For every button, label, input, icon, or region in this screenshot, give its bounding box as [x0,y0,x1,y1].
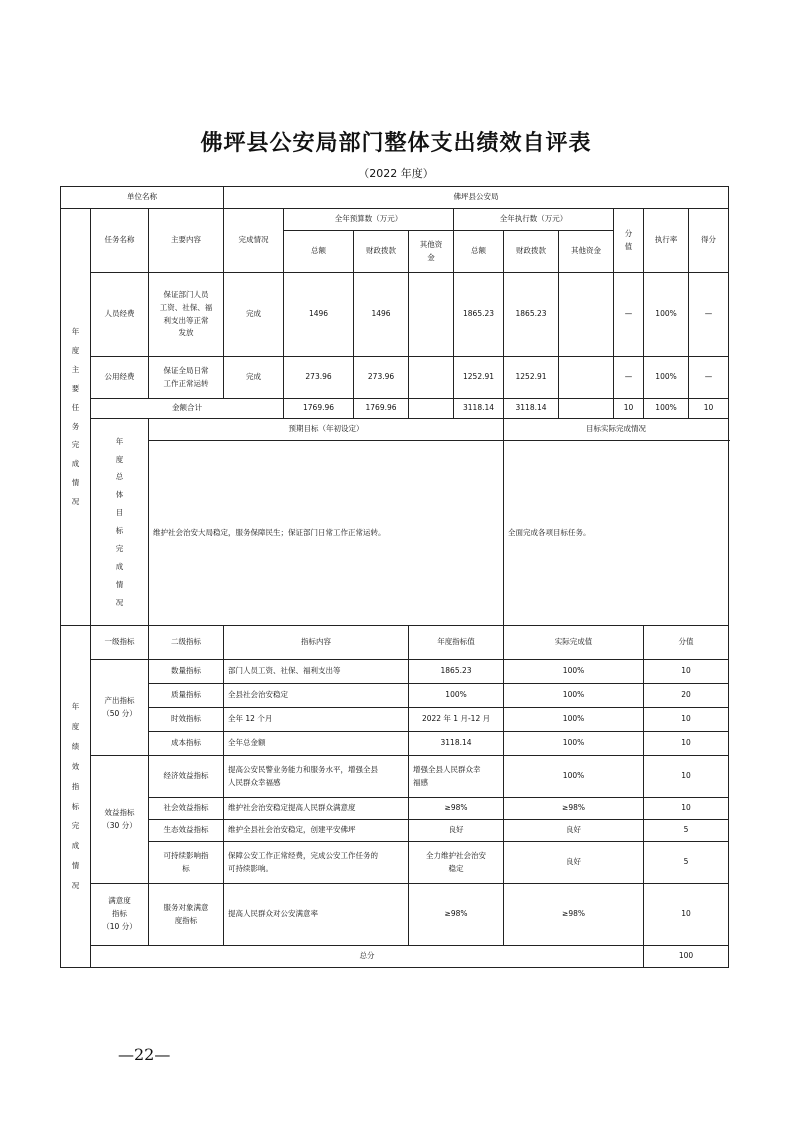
indicator-value: 5 [644,842,729,884]
level2-label: 生态效益指标 [149,820,224,842]
score-value: — [614,273,644,357]
actual-value: ≥98% [504,798,644,820]
indicator-content: 部门人员工资、社保、福利支出等 [224,660,409,684]
header-budget-total: 总额 [284,231,354,273]
header-task-name: 任务名称 [91,209,149,273]
indicator-value: 10 [644,884,729,946]
score: — [689,357,729,399]
indicator-value: 10 [644,708,729,732]
budget-other [409,357,454,399]
header-score: 得分 [689,209,729,273]
budget-fiscal: 1496 [354,273,409,357]
header-level1: 一级指标 [91,626,149,660]
header-actual-value: 实际完成值 [504,626,644,660]
header-exec-group: 全年执行数（万元） [454,209,614,231]
output-indicator-label: 产出指标 （50 分） [91,660,149,756]
header-budget-other: 其他资 金 [409,231,454,273]
indicator-value: 10 [644,798,729,820]
indicator-content: 保障公安工作正常经费，完成公安工作任务的 可持续影响。 [224,842,409,884]
indicator-content: 全年 12 个月 [224,708,409,732]
satisfaction-indicator-label: 满意度 指标 （10 分） [91,884,149,946]
level2-label: 服务对象满意 度指标 [149,884,224,946]
actual-value: 100% [504,660,644,684]
exec-fiscal: 1865.23 [504,273,559,357]
header-score-value: 分 值 [614,209,644,273]
indicator-value: 10 [644,756,729,798]
annual-target: ≥98% [409,884,504,946]
indicator-content: 全年总金额 [224,732,409,756]
exec-other [559,357,614,399]
header-budget-fiscal: 财政拨款 [354,231,409,273]
table-row [61,684,729,708]
task-content: 保证全局日常 工作正常运转 [149,357,224,399]
annual-target: ≥98% [409,798,504,820]
annual-target: 1865.23 [409,660,504,684]
header-indicator-content: 指标内容 [224,626,409,660]
exec-total: 1252.91 [454,357,504,399]
total-value: 100 [644,946,729,968]
table-row [61,884,729,946]
table-row [61,708,729,732]
sum-value: 10 [614,399,644,419]
indicator-content: 提高人民群众对公安满意率 [224,884,409,946]
header-exec-total: 总额 [454,231,504,273]
total-row [61,946,729,968]
actual-value: ≥98% [504,884,644,946]
exec-total: 1865.23 [454,273,504,357]
header-level2: 二级指标 [149,626,224,660]
level2-label: 数量指标 [149,660,224,684]
sum-exec-fiscal: 3118.14 [504,399,559,419]
total-label: 总分 [91,946,644,968]
table-row [61,273,729,357]
level2-label: 时效指标 [149,708,224,732]
section1-side-label: 年 度 主 要 任 务 完 成 情 况 [61,209,91,626]
header-completion: 完成情况 [224,209,284,273]
expected-target-header: 预期目标（年初设定） [149,419,504,441]
unit-name-label: 单位名称 [61,187,224,209]
section2-side-label: 年 度 总 体 目 标 完 成 情 况 [91,419,149,626]
annual-target: 3118.14 [409,732,504,756]
actual-target-text: 全面完成各项目标任务。 [504,441,729,626]
header-annual-target: 年度指标值 [409,626,504,660]
page-number: —22— [118,1045,171,1064]
unit-name-value: 佛坪县公安局 [224,187,729,209]
sum-score: 10 [689,399,729,419]
header-exec-fiscal: 财政拨款 [504,231,559,273]
annual-target: 全力维护社会治安 稳定 [409,842,504,884]
exec-rate: 100% [644,357,689,399]
performance-table [60,186,729,968]
section3-side-label: 年 度 绩 效 指 标 完 成 情 况 [61,626,91,968]
indicator-value: 10 [644,660,729,684]
sum-rate: 100% [644,399,689,419]
header-main-content: 主要内容 [149,209,224,273]
exec-rate: 100% [644,273,689,357]
task-name: 人员经费 [91,273,149,357]
budget-other [409,273,454,357]
sum-exec-total: 3118.14 [454,399,504,419]
year-subtitle: （2022 年度） [358,167,434,180]
header-exec-rate: 执行率 [644,209,689,273]
indicator-value: 20 [644,684,729,708]
actual-value: 100% [504,684,644,708]
task-name: 公用经费 [91,357,149,399]
actual-value: 100% [504,756,644,798]
table-row [61,756,729,798]
task-content: 保证部门人员 工资、社保、福 利支出等正常 发放 [149,273,224,357]
annual-target: 增强全县人民群众幸 福感 [409,756,504,798]
actual-value: 良好 [504,820,644,842]
indicator-content: 维护社会治安稳定提高人民群众满意度 [224,798,409,820]
table-row [61,357,729,399]
level2-label: 成本指标 [149,732,224,756]
table-row [61,660,729,684]
table-row [61,820,729,842]
budget-fiscal: 273.96 [354,357,409,399]
table-row [61,732,729,756]
indicator-content: 提高公安民警业务能力和服务水平，增强全县 人民群众幸福感 [224,756,409,798]
level2-label: 可持续影响指 标 [149,842,224,884]
indicator-content: 维护全县社会治安稳定，创建平安佛坪 [224,820,409,842]
budget-total: 273.96 [284,357,354,399]
sum-budget-total: 1769.96 [284,399,354,419]
task-completion: 完成 [224,273,284,357]
sum-budget-fiscal: 1769.96 [354,399,409,419]
sum-label: 金额合计 [91,399,284,419]
actual-value: 100% [504,708,644,732]
table-row [61,842,729,884]
header-exec-other: 其他资金 [559,231,614,273]
annual-target: 2022 年 1 月-12 月 [409,708,504,732]
effect-indicator-label: 效益指标 （30 分） [91,756,149,884]
actual-value: 良好 [504,842,644,884]
exec-other [559,273,614,357]
task-completion: 完成 [224,357,284,399]
budget-total: 1496 [284,273,354,357]
expected-target-text: 维护社会治安大局稳定，服务保障民生；保证部门日常工作正常运转。 [149,441,504,626]
annual-target: 良好 [409,820,504,842]
header-value: 分值 [644,626,729,660]
actual-target-header: 目标实际完成情况 [504,419,729,441]
annual-target: 100% [409,684,504,708]
sum-row [61,399,729,419]
indicator-value: 5 [644,820,729,842]
level2-label: 经济效益指标 [149,756,224,798]
table-row [61,798,729,820]
score: — [689,273,729,357]
page-title: 佛坪县公安局部门整体支出绩效自评表 [200,130,592,156]
exec-fiscal: 1252.91 [504,357,559,399]
indicator-content: 全县社会治安稳定 [224,684,409,708]
header-budget-group: 全年预算数（万元） [284,209,454,231]
score-value: — [614,357,644,399]
level2-label: 社会效益指标 [149,798,224,820]
level2-label: 质量指标 [149,684,224,708]
actual-value: 100% [504,732,644,756]
indicator-value: 10 [644,732,729,756]
